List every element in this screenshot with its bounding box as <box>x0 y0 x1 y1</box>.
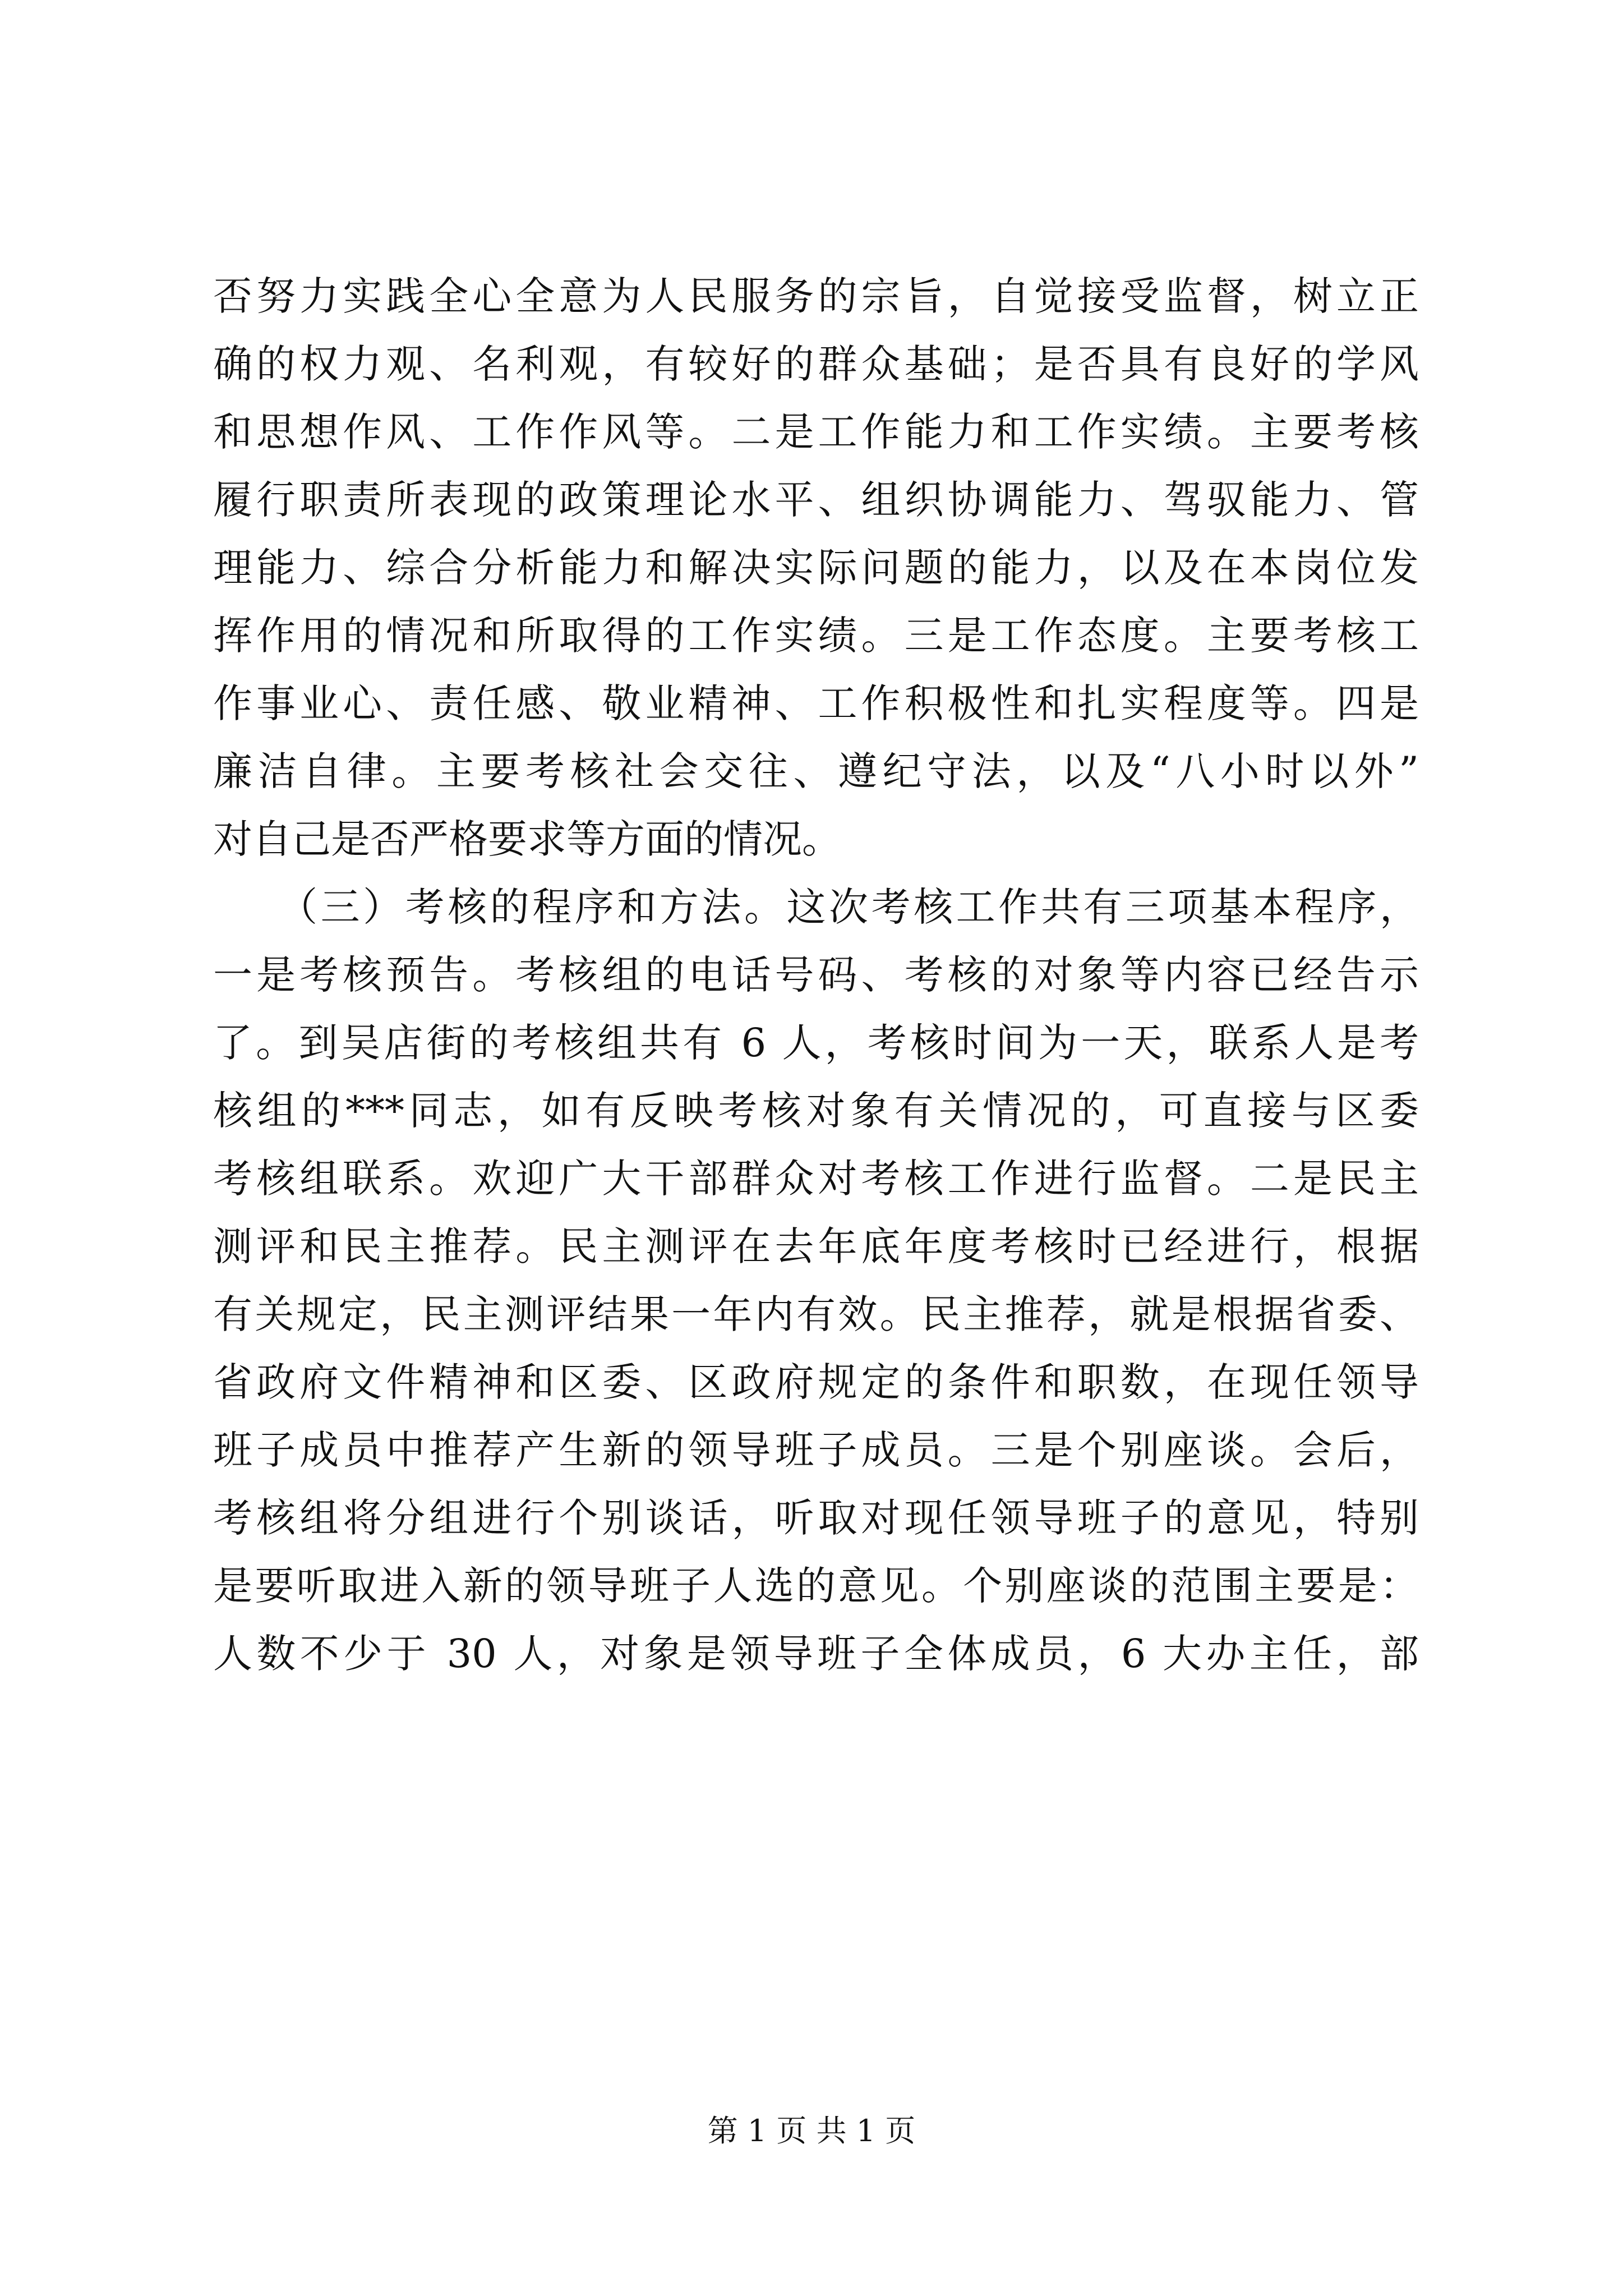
body-text <box>213 263 1419 1688</box>
text-line: 核组的***同志，如有反映考核对象有关情况的，可直接与区委 <box>213 1088 1419 1134</box>
text-line: 作事业心、责任感、敬业精神、工作积极性和扎实程度等。四是 <box>213 680 1419 726</box>
text-line: 履行职责所表现的政策理论水平、组织协调能力、驾驭能力、管 <box>213 477 1419 523</box>
text-line: 挥作用的情况和所取得的工作实绩。三是工作态度。主要考核工 <box>213 613 1419 659</box>
text-line: 考核组将分组进行个别谈话，听取对现任领导班子的意见，特别 <box>213 1495 1419 1541</box>
text-line: 测评和民主推荐。民主测评在去年底年度考核时已经进行，根据 <box>213 1223 1419 1269</box>
text-line: 省政府文件精神和区委、区政府规定的条件和职数，在现任领导 <box>213 1359 1419 1405</box>
text-line: 了。到吴店街的考核组共有 6 人，考核时间为一天，联系人是考 <box>213 1020 1419 1066</box>
text-line: 班子成员中推荐产生新的领导班子成员。三是个别座谈。会后， <box>213 1427 1419 1473</box>
text-line: 人数不少于 30 人，对象是领导班子全体成员，6 大办主任，部 <box>213 1631 1419 1677</box>
text-line: 和思想作风、工作作风等。二是工作能力和工作实绩。主要考核 <box>213 409 1419 455</box>
text-line: 考核组联系。欢迎广大干部群众对考核工作进行监督。二是民主 <box>213 1156 1419 1202</box>
text-line: 确的权力观、名利观，有较好的群众基础；是否具有良好的学风 <box>213 341 1419 387</box>
text-line-paragraph-start: （三）考核的程序和方法。这次考核工作共有三项基本程序， <box>213 884 1419 930</box>
text-line: 廉洁自律。主要考核社会交往、遵纪守法，以及“八小时以外” <box>213 748 1419 794</box>
text-line: 理能力、综合分析能力和解决实际问题的能力，以及在本岗位发 <box>213 545 1419 591</box>
text-line: 一是考核预告。考核组的电话号码、考核的对象等内容已经告示 <box>213 952 1419 998</box>
page-footer: 第 1 页 共 1 页 <box>707 2113 916 2148</box>
text-line: 对自己是否严格要求等方面的情况。 <box>213 816 841 862</box>
text-line: 否努力实践全心全意为人民服务的宗旨，自觉接受监督，树立正 <box>213 273 1419 319</box>
text-line: 是要听取进入新的领导班子人选的意见。个别座谈的范围主要是： <box>213 1563 1419 1609</box>
text-line: 有关规定，民主测评结果一年内有效。民主推荐，就是根据省委、 <box>213 1291 1419 1337</box>
